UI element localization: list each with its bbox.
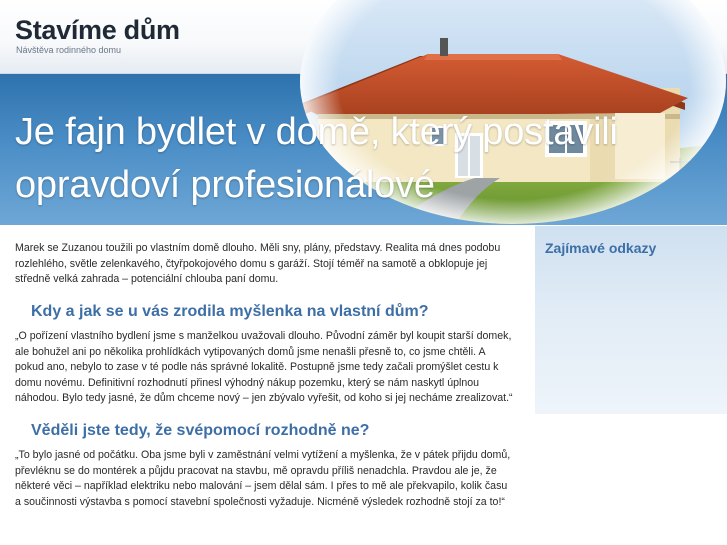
- section-paragraph: „To bylo jasné od počátku. Oba jsme byli v zaměstnání velmi vytížení a myšlenka, že v pátek přijdu domů, převléknu se do montérek a půjdu pracovat na stavbu, mě opravdu příliš nenadchla. Pravdou ale je, že některé věci – například elektriku nebo malování – jsem dělal sám. I přes to mě ale překvapilo, kolik času a součinnosti výstavba s pomocí stavební společnosti vyžaduje. Nicméně výsledek rozhodně stojí za to!“: [15, 449, 511, 508]
- section-heading: Kdy a jak se u vás zrodila myšlenka na vlastní dům?: [31, 302, 429, 320]
- hero-headline: Je fajn bydlet v domě, který postavili opravdoví profesionálové: [15, 111, 618, 206]
- site-title[interactable]: Stavíme dům: [15, 15, 180, 45]
- site-subtitle: Návštěva rodinného domu: [16, 45, 122, 55]
- sidebar: [535, 226, 727, 414]
- intro-paragraph: Marek se Zuzanou toužili po vlastním domě dlouho. Měli sny, plány, představy. Realita má dnes podobu rozlehlého, světle zelenkavého, čtyřpokojového domu s garáží. Stojí téměř na samotě a obklopuje jej středně velká zahrada – potenciální chlouba paní domu.: [15, 242, 501, 285]
- main-content: [15, 241, 515, 510]
- sidebar-heading: Zajímavé odkazy: [545, 240, 657, 256]
- section-paragraph: „O pořízení vlastního bydlení jsme s manželkou uvažovali dlouho. Původní záměr byl koupit starší domek, ale bohužel ani po několika prohlídkách vytipovaných domů jsme nenašli přesně to, co jsme chtěli. A pokud ano, nebylo to zase v té podle nás správné lokalitě. Postupně jsme tedy začali promýšlet cestu k domu novému. Definitivní rozhodnutí přinesl výhodný nákup pozemku, který se nám naskytl úplnou náhodou. Bylo tedy jasné, že dům chceme nový – jen zbývalo vyřešit, od koho si jej necháme zrealizovat.“: [15, 330, 513, 404]
- section-heading: Věděli jste tedy, že svépomocí rozhodně ne?: [31, 421, 370, 439]
